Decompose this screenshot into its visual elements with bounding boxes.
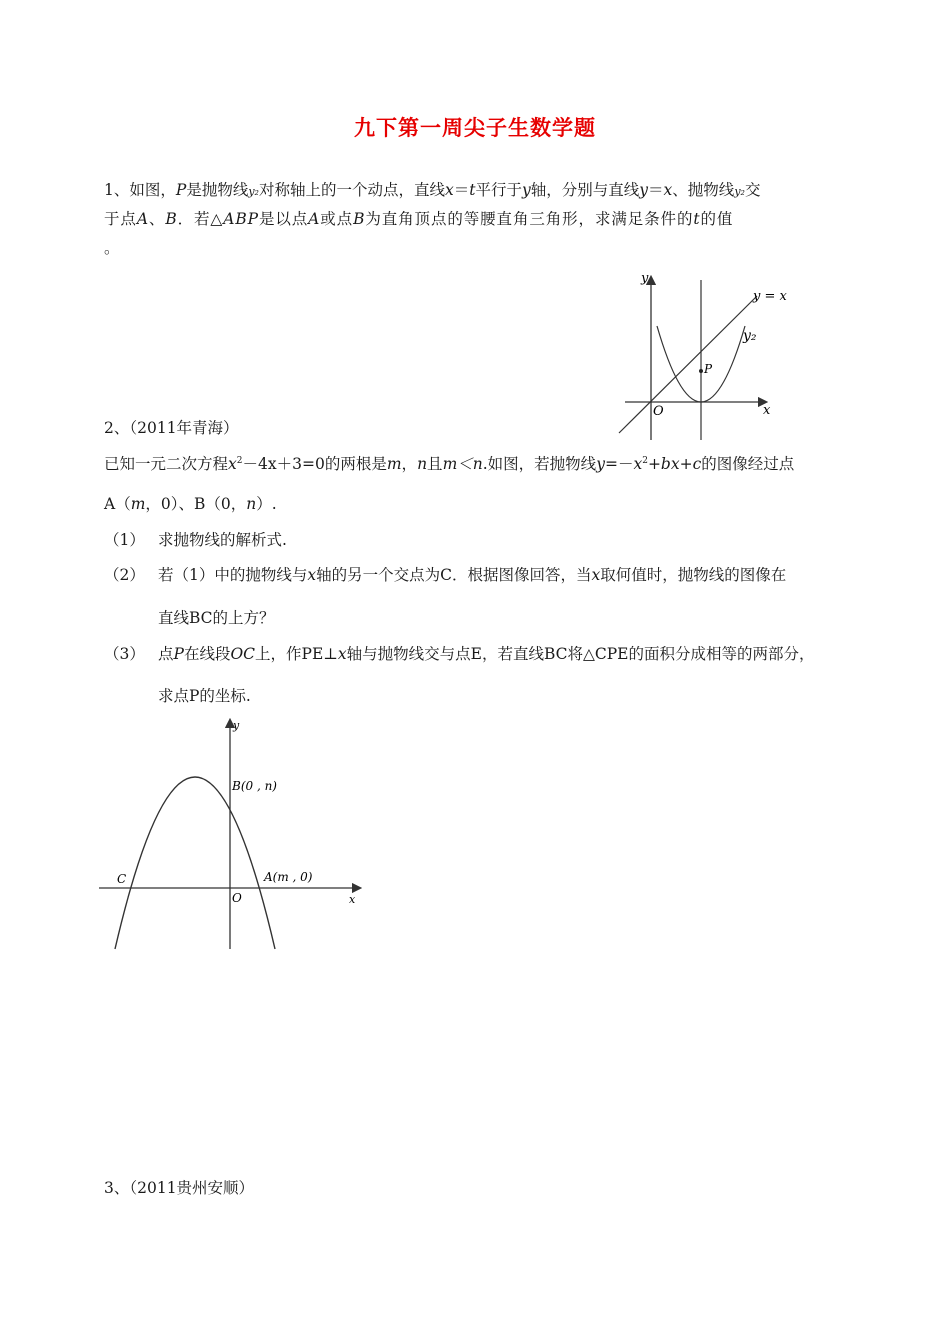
q2-part-2-text: 若（1）中的抛物线与x轴的另一个交点为C．根据图像回答，当x取何值时，抛物线的图像在	[158, 566, 787, 584]
q2-part-3-text: 点P在线段OC上，作PE⊥x轴与抛物线交与点E，若直线BC将△CPE的面积分成相等的两部分，	[158, 645, 815, 663]
q1-p-label: P	[704, 362, 713, 376]
q2-header: 2、（2011年青海）	[104, 419, 239, 437]
q2-a-label: A(m , 0)	[264, 870, 313, 884]
q2-part-2-number: （2）	[104, 566, 145, 584]
q2-part-2-line-2: 直线BC的上方？	[158, 609, 275, 627]
q1-line-label: y = x	[753, 289, 787, 304]
q1-figure	[605, 268, 805, 443]
q2-part-1-number: （1）	[104, 531, 145, 549]
q2-line-1: 已知一元二次方程$x^2-4x+3=0$的两根是m，n且m＜n.如图，若抛物线$y=-x^2+bx+c$的图像经过点	[104, 455, 795, 473]
q1-line-y-eq-x	[619, 296, 757, 433]
q2-parabola	[115, 777, 275, 949]
q1-y-label: y	[641, 271, 649, 286]
q1-line-2: 于点A、B．若△ABP是以点A或点B为直角顶点的等腰直角三角形，求满足条件的t的值	[104, 210, 734, 228]
q1-origin-label: O	[653, 404, 664, 419]
q2-figure	[95, 715, 370, 955]
page-title: 九下第一周尖子生数学题	[354, 116, 596, 140]
q2-part-3-line-2: 求点P的坐标.	[158, 687, 251, 705]
q1-curve-label: y₂	[743, 328, 757, 344]
q1-line-3: 。	[104, 239, 120, 257]
q3-header: 3、（2011贵州安顺）	[104, 1179, 255, 1197]
q2-y-label: y	[233, 719, 240, 732]
q1-point-p	[699, 369, 703, 373]
q2-part-1-text: 求抛物线的解析式.	[158, 531, 287, 549]
q2-part-3-number: （3）	[104, 645, 145, 663]
q1-x-label: x	[763, 403, 771, 418]
q2-b-label: B(0 , n)	[232, 779, 277, 793]
q1-line-1: 1、如图，P是抛物线y₂对称轴上的一个动点，直线x＝t平行于y轴，分别与直线y＝x、抛物线y₂交	[104, 181, 761, 199]
q2-x-label: x	[349, 893, 356, 906]
q2-line-2: A（m，0）、B（0，n）.	[104, 495, 277, 513]
q2-c-label: C	[117, 872, 127, 886]
q2-origin-label: O	[232, 891, 242, 905]
